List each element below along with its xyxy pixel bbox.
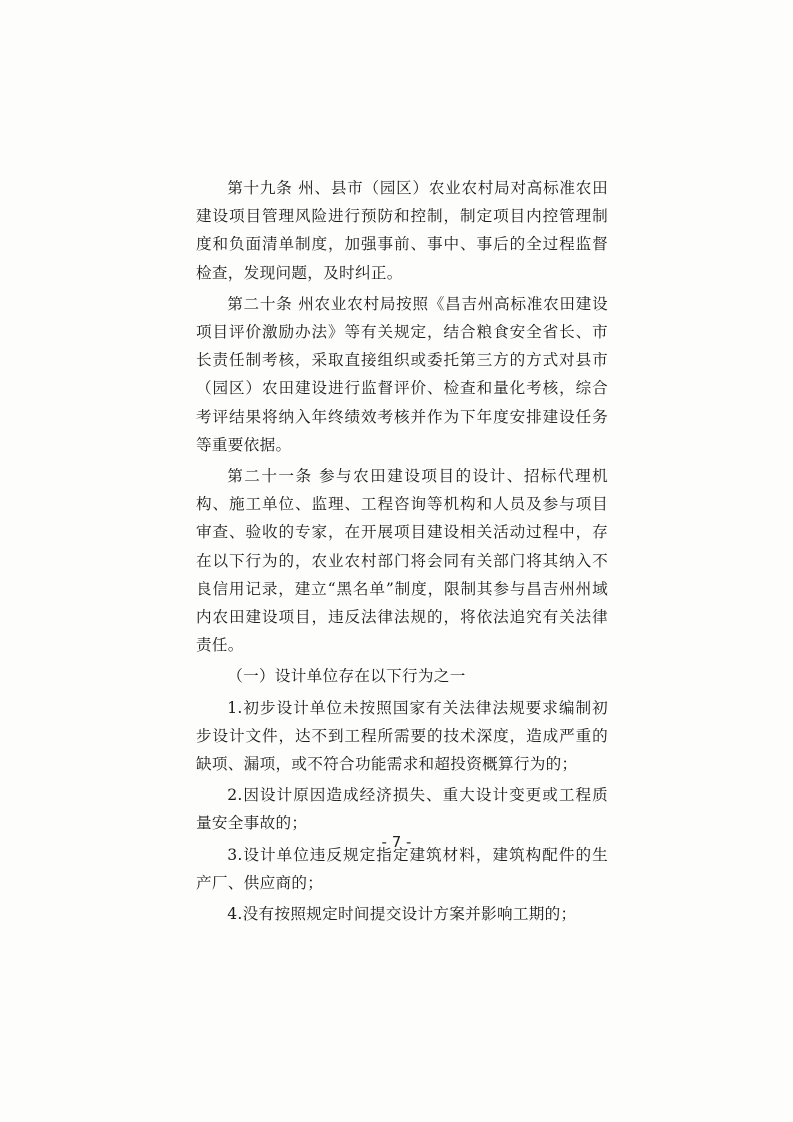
page-number: - 7 - [381, 833, 412, 851]
article-20-paragraph: 第二十条 州农业农村局按照《昌吉州高标准农田建设项目评价激励办法》等有关规定，结合粮食安全省长、市长责任制考核，采取直接组织或委托第三方的方式对县市（园区）农田建设进行监督评价、检查和量化考核，综合考评结果将纳入年终绩效考核并作为下年度安排建设任务等重要依据。 [196, 294, 608, 454]
section-subheading: （一）设计单位存在以下行为之一 [227, 667, 466, 686]
list-item: 1.初步设计单位未按照国家有关法律法规要求编制初步设计文件，达不到工程所需要的技术深度，造成严重的缺项、漏项，或不符合功能需求和超投资概算行为的； [196, 698, 608, 774]
article-19-paragraph: 第十九条 州、县市（园区）农业农村局对高标准农田建设项目管理风险进行预防和控制，制定项目内控管理制度和负面清单制度，加强事前、事中、事后的全过程监督检查，发现问题，及时纠正。 [196, 179, 608, 282]
list-item: 2.因设计原因造成经济损失、重大设计变更或工程质量安全事故的； [196, 786, 608, 833]
list-item: 3.设计单位违反规定指定建筑材料，建筑构配件的生产厂、供应商的； [196, 845, 608, 892]
article-21-paragraph: 第二十一条 参与农田建设项目的设计、招标代理机构、施工单位、监理、工程咨询等机构和人员及参与项目审查、验收的专家，在开展项目建设相关活动过程中，存在以下行为的，农业农村部门将会同有关部门将其纳入不良信用记录，建立“黑名单”制度，限制其参与昌吉州州域内农田建设项目，违反法律法规的，将依法追究有关法律责任。 [196, 467, 608, 655]
list-item: 4.没有按照规定时间提交设计方案并影响工期的； [227, 905, 577, 924]
document-body [196, 174, 608, 931]
